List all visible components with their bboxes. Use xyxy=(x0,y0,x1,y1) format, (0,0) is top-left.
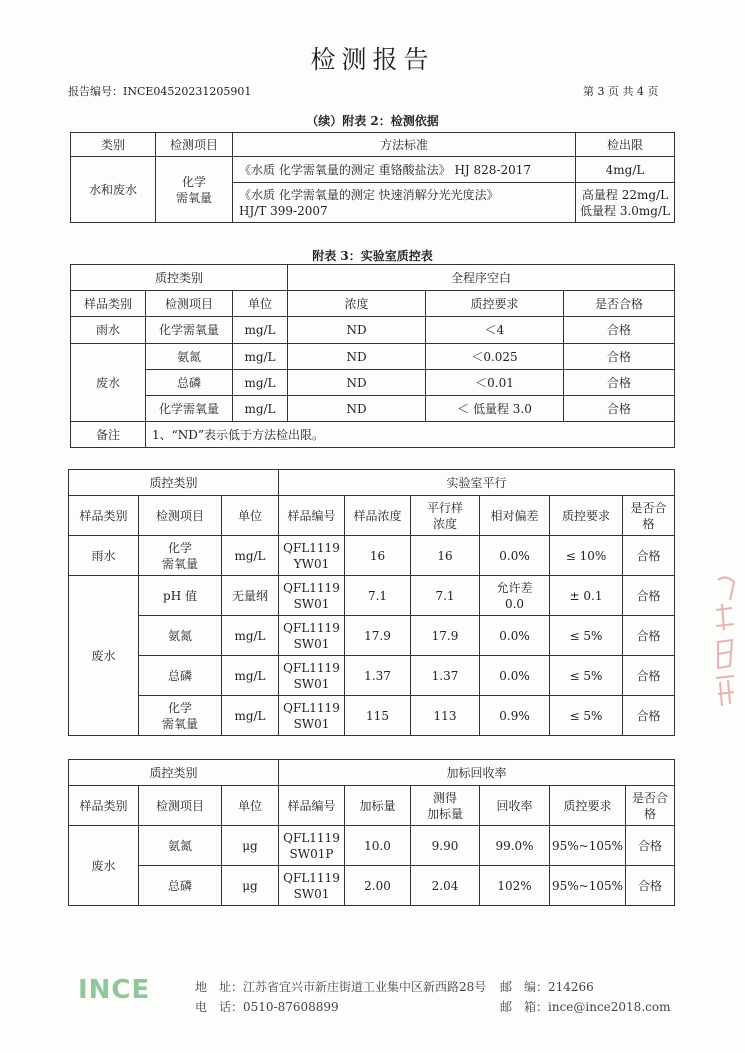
cell: mg/L xyxy=(233,344,288,370)
cell: mg/L xyxy=(233,317,288,344)
cell: 0.0% xyxy=(480,656,550,696)
table-row xyxy=(71,396,675,422)
cell: ＜0.025 xyxy=(426,344,564,370)
note-label: 备注 xyxy=(71,422,146,448)
group-header: 实验室平行 xyxy=(279,470,675,496)
cell: 允许差 0.0 xyxy=(480,576,550,616)
header-cell: 质控要求 xyxy=(550,786,626,826)
cell: 1.37 xyxy=(345,656,411,696)
header-cell: 测得 加标量 xyxy=(411,786,480,826)
cell: 0.0% xyxy=(480,616,550,656)
cell: 0.9% xyxy=(480,696,550,736)
cell: 合格 xyxy=(623,696,675,736)
header-cell: 检测项目 xyxy=(156,133,233,157)
table-row xyxy=(69,656,675,696)
cell: 113 xyxy=(411,696,480,736)
header-cell: 加标量 xyxy=(345,786,411,826)
table3-caption: 附表 3：实验室质控表 xyxy=(312,249,433,263)
cell: μg xyxy=(222,866,279,906)
cell: 总磷 xyxy=(139,866,222,906)
cell: 雨水 xyxy=(69,536,139,576)
cell: 合格 xyxy=(564,344,675,370)
cell: 总磷 xyxy=(139,656,222,696)
cell: ≤ 5% xyxy=(550,696,623,736)
header-cell: 回收率 xyxy=(480,786,550,826)
cell: 16 xyxy=(345,536,411,576)
page-number: 第 3 页 共 4 页 xyxy=(583,85,659,98)
header-cell: 是否合格 xyxy=(564,291,675,317)
table2-basis xyxy=(70,132,675,223)
header-cell: 是否合格 xyxy=(623,496,675,536)
header-cell: 质控要求 xyxy=(426,291,564,317)
header-cell: 样品类别 xyxy=(71,291,146,317)
footer-address: 地 址：江苏省宜兴市新庄街道工业集中区新西路28号 xyxy=(195,980,487,994)
cell: 总磷 xyxy=(146,370,233,396)
cell: 合格 xyxy=(623,616,675,656)
cell: mg/L xyxy=(222,696,279,736)
method-cell: 《水质 化学需氧量的测定 重铬酸盐法》 HJ 828-2017 xyxy=(233,157,576,183)
group-header: 加标回收率 xyxy=(279,760,675,786)
table3-blank xyxy=(70,264,675,448)
cell: 氨氮 xyxy=(139,616,222,656)
table4-parallel xyxy=(68,469,675,736)
cell: 合格 xyxy=(623,656,675,696)
limit-cell: 4mg/L xyxy=(576,157,675,183)
cell: 化学 需氧量 xyxy=(139,696,222,736)
cell: mg/L xyxy=(233,370,288,396)
cell: 9.90 xyxy=(411,826,480,866)
cell: 合格 xyxy=(623,536,675,576)
cell: QFL1119 SW01 xyxy=(279,696,345,736)
cell: QFL1119 YW01 xyxy=(279,536,345,576)
cell: 2.00 xyxy=(345,866,411,906)
cell: 化学需氧量 xyxy=(146,317,233,344)
cell: 合格 xyxy=(564,370,675,396)
cell: 废水 xyxy=(69,826,139,906)
page-title: 检测报告 xyxy=(310,45,435,74)
company-logo: INCE xyxy=(78,975,151,1005)
footer-phone: 电 话：0510-87608899 xyxy=(195,1000,339,1014)
note-text: 1、“ND”表示低于方法检出限。 xyxy=(146,422,675,448)
cell: ≤ 5% xyxy=(550,656,623,696)
cell: 17.9 xyxy=(411,616,480,656)
stamp-seal xyxy=(712,570,745,710)
cell: 氨氮 xyxy=(146,344,233,370)
cell: 2.04 xyxy=(411,866,480,906)
cell: ≤ 10% xyxy=(550,536,623,576)
cell: pH 值 xyxy=(139,576,222,616)
header-cell: 浓度 xyxy=(288,291,426,317)
table-row xyxy=(69,696,675,736)
table2-caption: （续）附表 2：检测依据 xyxy=(306,114,439,128)
footer-postcode: 邮 编：214266 xyxy=(500,980,594,994)
cell: 雨水 xyxy=(71,317,146,344)
header-cell: 检出限 xyxy=(576,133,675,157)
table-row xyxy=(69,536,675,576)
cell: 废水 xyxy=(69,576,139,736)
cell: 无量纲 xyxy=(222,576,279,616)
cell: 化学需氧量 xyxy=(146,396,233,422)
cell: 合格 xyxy=(623,576,675,616)
cell: 7.1 xyxy=(345,576,411,616)
cell: ＜ 低量程 3.0 xyxy=(426,396,564,422)
cell: ≤ 5% xyxy=(550,616,623,656)
header-cell: 样品编号 xyxy=(279,786,345,826)
cell: ＜4 xyxy=(426,317,564,344)
cell: 99.0% xyxy=(480,826,550,866)
cell: QFL1119 SW01P xyxy=(279,826,345,866)
table-row xyxy=(71,317,675,344)
cell: ND xyxy=(288,370,426,396)
report-number: 报告编号：INCE04520231205901 xyxy=(68,85,252,98)
cell: mg/L xyxy=(222,536,279,576)
cell: 化学 需氧量 xyxy=(139,536,222,576)
cell: mg/L xyxy=(233,396,288,422)
cell: ＜0.01 xyxy=(426,370,564,396)
limit-cell: 高量程 22mg/L 低量程 3.0mg/L xyxy=(576,183,675,223)
cell: 1.37 xyxy=(411,656,480,696)
header-cell: 相对偏差 xyxy=(480,496,550,536)
header-cell: 类别 xyxy=(71,133,156,157)
header-cell: 单位 xyxy=(222,496,279,536)
cell: 合格 xyxy=(564,317,675,344)
cell: ND xyxy=(288,344,426,370)
header-cell: 检测项目 xyxy=(146,291,233,317)
cell: mg/L xyxy=(222,656,279,696)
cell: mg/L xyxy=(222,616,279,656)
cell: 合格 xyxy=(626,826,675,866)
header-cell: 样品类别 xyxy=(69,786,139,826)
cell: QFL1119 SW01 xyxy=(279,616,345,656)
footer-email: 邮 箱：ince@ince2018.com xyxy=(500,1000,671,1014)
header-cell: 方法标准 xyxy=(233,133,576,157)
cell: 10.0 xyxy=(345,826,411,866)
group-header: 质控类别 xyxy=(69,760,279,786)
header-cell: 质控要求 xyxy=(550,496,623,536)
cell: ND xyxy=(288,396,426,422)
header-cell: 样品浓度 xyxy=(345,496,411,536)
table5-spike-recovery xyxy=(68,759,675,906)
cell: 17.9 xyxy=(345,616,411,656)
cell: μg xyxy=(222,826,279,866)
header-cell: 检测项目 xyxy=(139,786,222,826)
cell: 合格 xyxy=(626,866,675,906)
table-row xyxy=(69,866,675,906)
group-header: 质控类别 xyxy=(71,265,288,291)
method-cell: 《水质 化学需氧量的测定 快速消解分光光度法》 HJ/T 399-2007 xyxy=(233,183,576,223)
header-cell: 样品编号 xyxy=(279,496,345,536)
header-cell: 是否合格 xyxy=(626,786,675,826)
header-cell: 平行样 浓度 xyxy=(411,496,480,536)
cell: 16 xyxy=(411,536,480,576)
table-row xyxy=(69,826,675,866)
header-cell: 检测项目 xyxy=(139,496,222,536)
header-cell: 单位 xyxy=(233,291,288,317)
cell: QFL1119 SW01 xyxy=(279,656,345,696)
table-row xyxy=(71,370,675,396)
cell: 115 xyxy=(345,696,411,736)
group-header: 全程序空白 xyxy=(288,265,675,291)
cell: 95%~105% xyxy=(550,866,626,906)
category-cell: 水和废水 xyxy=(71,157,156,223)
table-row xyxy=(71,344,675,370)
header-cell: 样品类别 xyxy=(69,496,139,536)
cell: 102% xyxy=(480,866,550,906)
cell: ND xyxy=(288,317,426,344)
cell: 0.0% xyxy=(480,536,550,576)
table-row xyxy=(69,616,675,656)
item-cell: 化学 需氧量 xyxy=(156,157,233,223)
cell: 95%~105% xyxy=(550,826,626,866)
table-row xyxy=(69,576,675,616)
cell: 7.1 xyxy=(411,576,480,616)
cell: 合格 xyxy=(564,396,675,422)
cell: 氨氮 xyxy=(139,826,222,866)
cell: QFL1119 SW01 xyxy=(279,576,345,616)
cell: 废水 xyxy=(71,344,146,422)
cell: ± 0.1 xyxy=(550,576,623,616)
cell: QFL1119 SW01 xyxy=(279,866,345,906)
header-cell: 单位 xyxy=(222,786,279,826)
group-header: 质控类别 xyxy=(69,470,279,496)
